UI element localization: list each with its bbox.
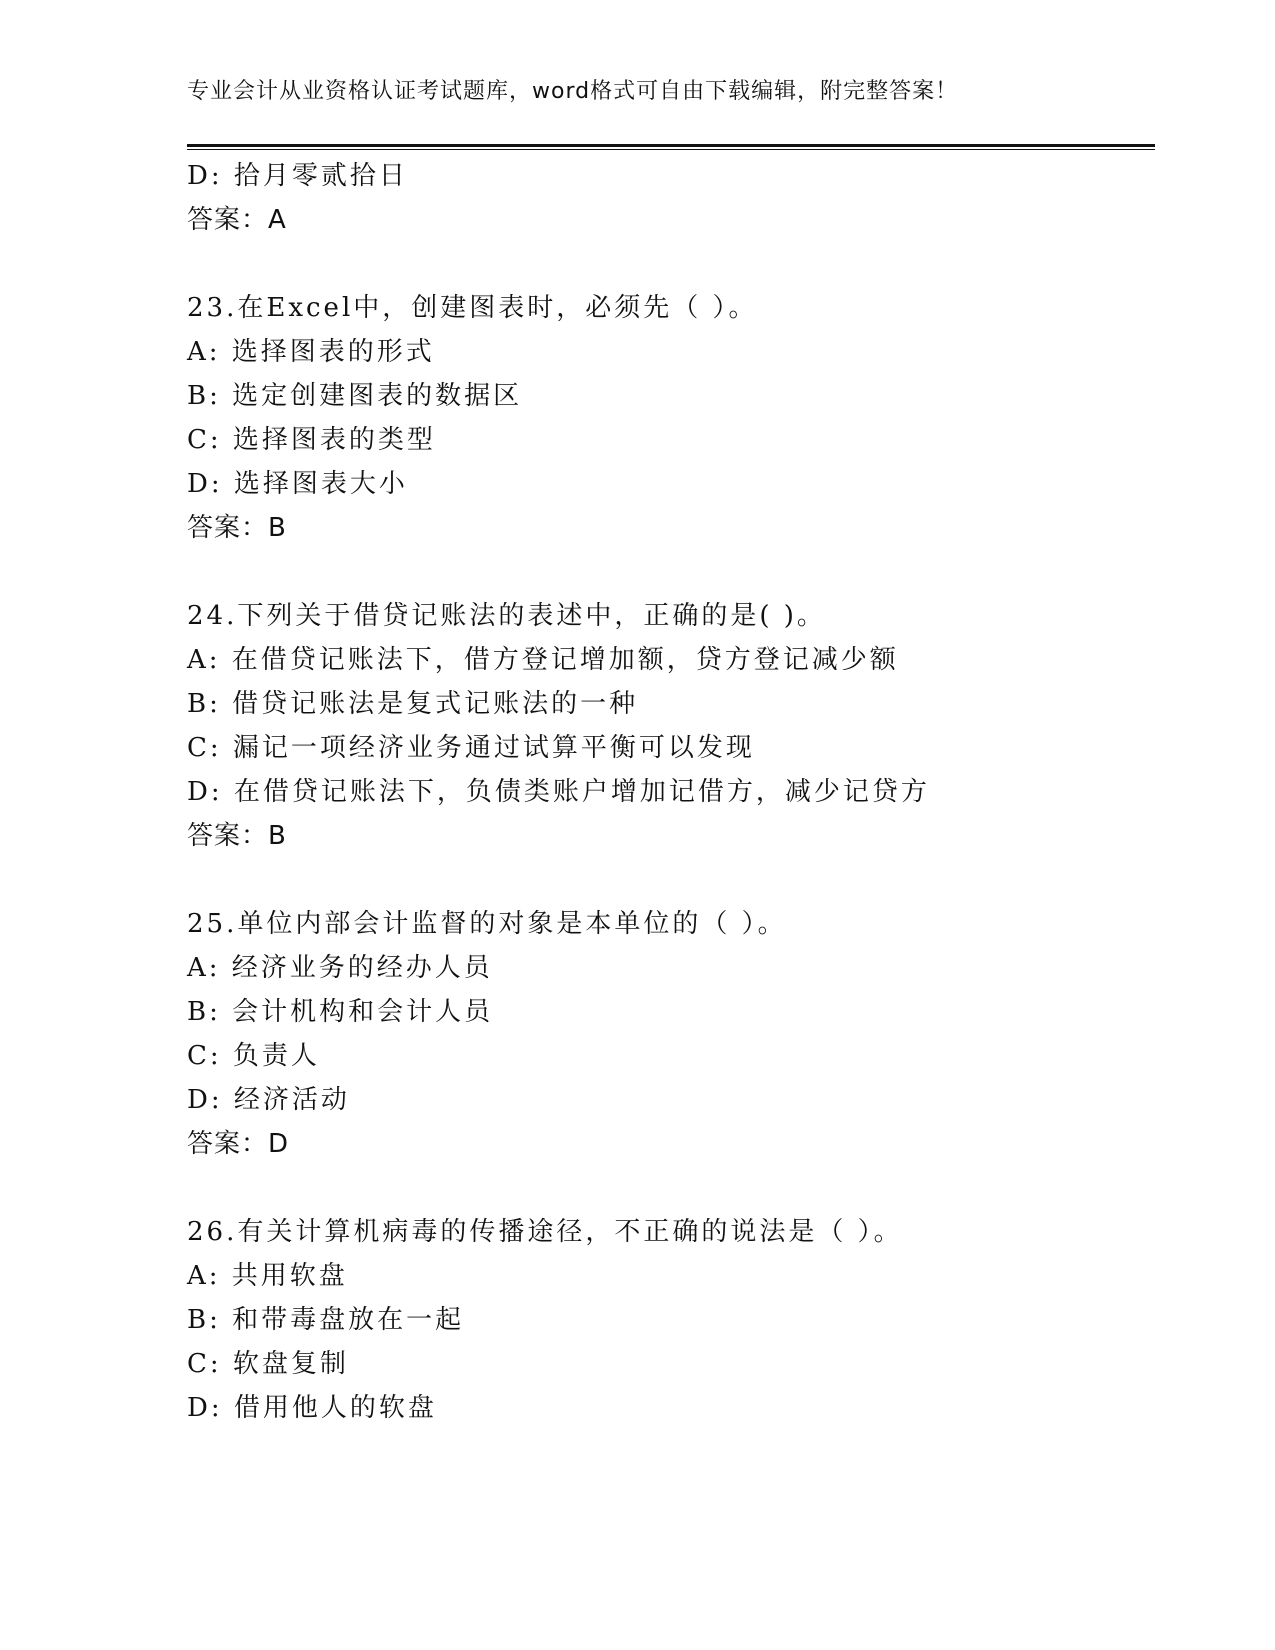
- page-header: 专业会计从业资格认证考试题库，word格式可自由下载编辑，附完整答案！: [187, 79, 959, 104]
- question-26-option-d: D: 借用他人的软盘: [187, 1393, 437, 1423]
- question-24-option-b: B: 借贷记账法是复式记账法的一种: [187, 689, 639, 719]
- question-25-stem: 25.单位内部会计监督的对象是本单位的（ ）。: [187, 909, 787, 939]
- question-23-option-c: C: 选择图表的类型: [187, 425, 436, 455]
- question-24-option-d: D: 在借贷记账法下，负债类账户增加记借方，减少记贷方: [187, 777, 930, 807]
- question-25-option-a: A: 经济业务的经办人员: [187, 953, 493, 983]
- question-24-option-c: C: 漏记一项经济业务通过试算平衡可以发现: [187, 733, 755, 763]
- question-26-stem: 26.有关计算机病毒的传播途径，不正确的说法是（ ）。: [187, 1217, 903, 1247]
- question-24-option-a: A: 在借贷记账法下，借方登记增加额，贷方登记减少额: [187, 645, 899, 675]
- question-23-option-d: D: 选择图表大小: [187, 469, 408, 499]
- question-23-stem: 23.在Excel中，创建图表时，必须先（ ）。: [187, 293, 758, 323]
- question-23-answer: 答案：B: [187, 513, 287, 543]
- prev-question-option-d: D: 拾月零贰拾日: [187, 161, 408, 191]
- question-25-option-b: B: 会计机构和会计人员: [187, 997, 494, 1027]
- question-23-option-b: B: 选定创建图表的数据区: [187, 381, 523, 411]
- question-26-option-c: C: 软盘复制: [187, 1349, 349, 1379]
- question-25-answer: 答案：D: [187, 1129, 290, 1159]
- header-divider-thick: [187, 144, 1155, 147]
- question-26-option-b: B: 和带毒盘放在一起: [187, 1305, 465, 1335]
- prev-question-answer: 答案：A: [187, 205, 287, 235]
- question-25-option-d: D: 经济活动: [187, 1085, 350, 1115]
- question-23-option-a: A: 选择图表的形式: [187, 337, 435, 367]
- question-26-option-a: A: 共用软盘: [187, 1261, 348, 1291]
- header-divider-thin: [187, 149, 1155, 150]
- question-24-answer: 答案：B: [187, 821, 287, 851]
- question-25-option-c: C: 负责人: [187, 1041, 320, 1071]
- question-24-stem: 24.下列关于借贷记账法的表述中，正确的是( )。: [187, 601, 826, 631]
